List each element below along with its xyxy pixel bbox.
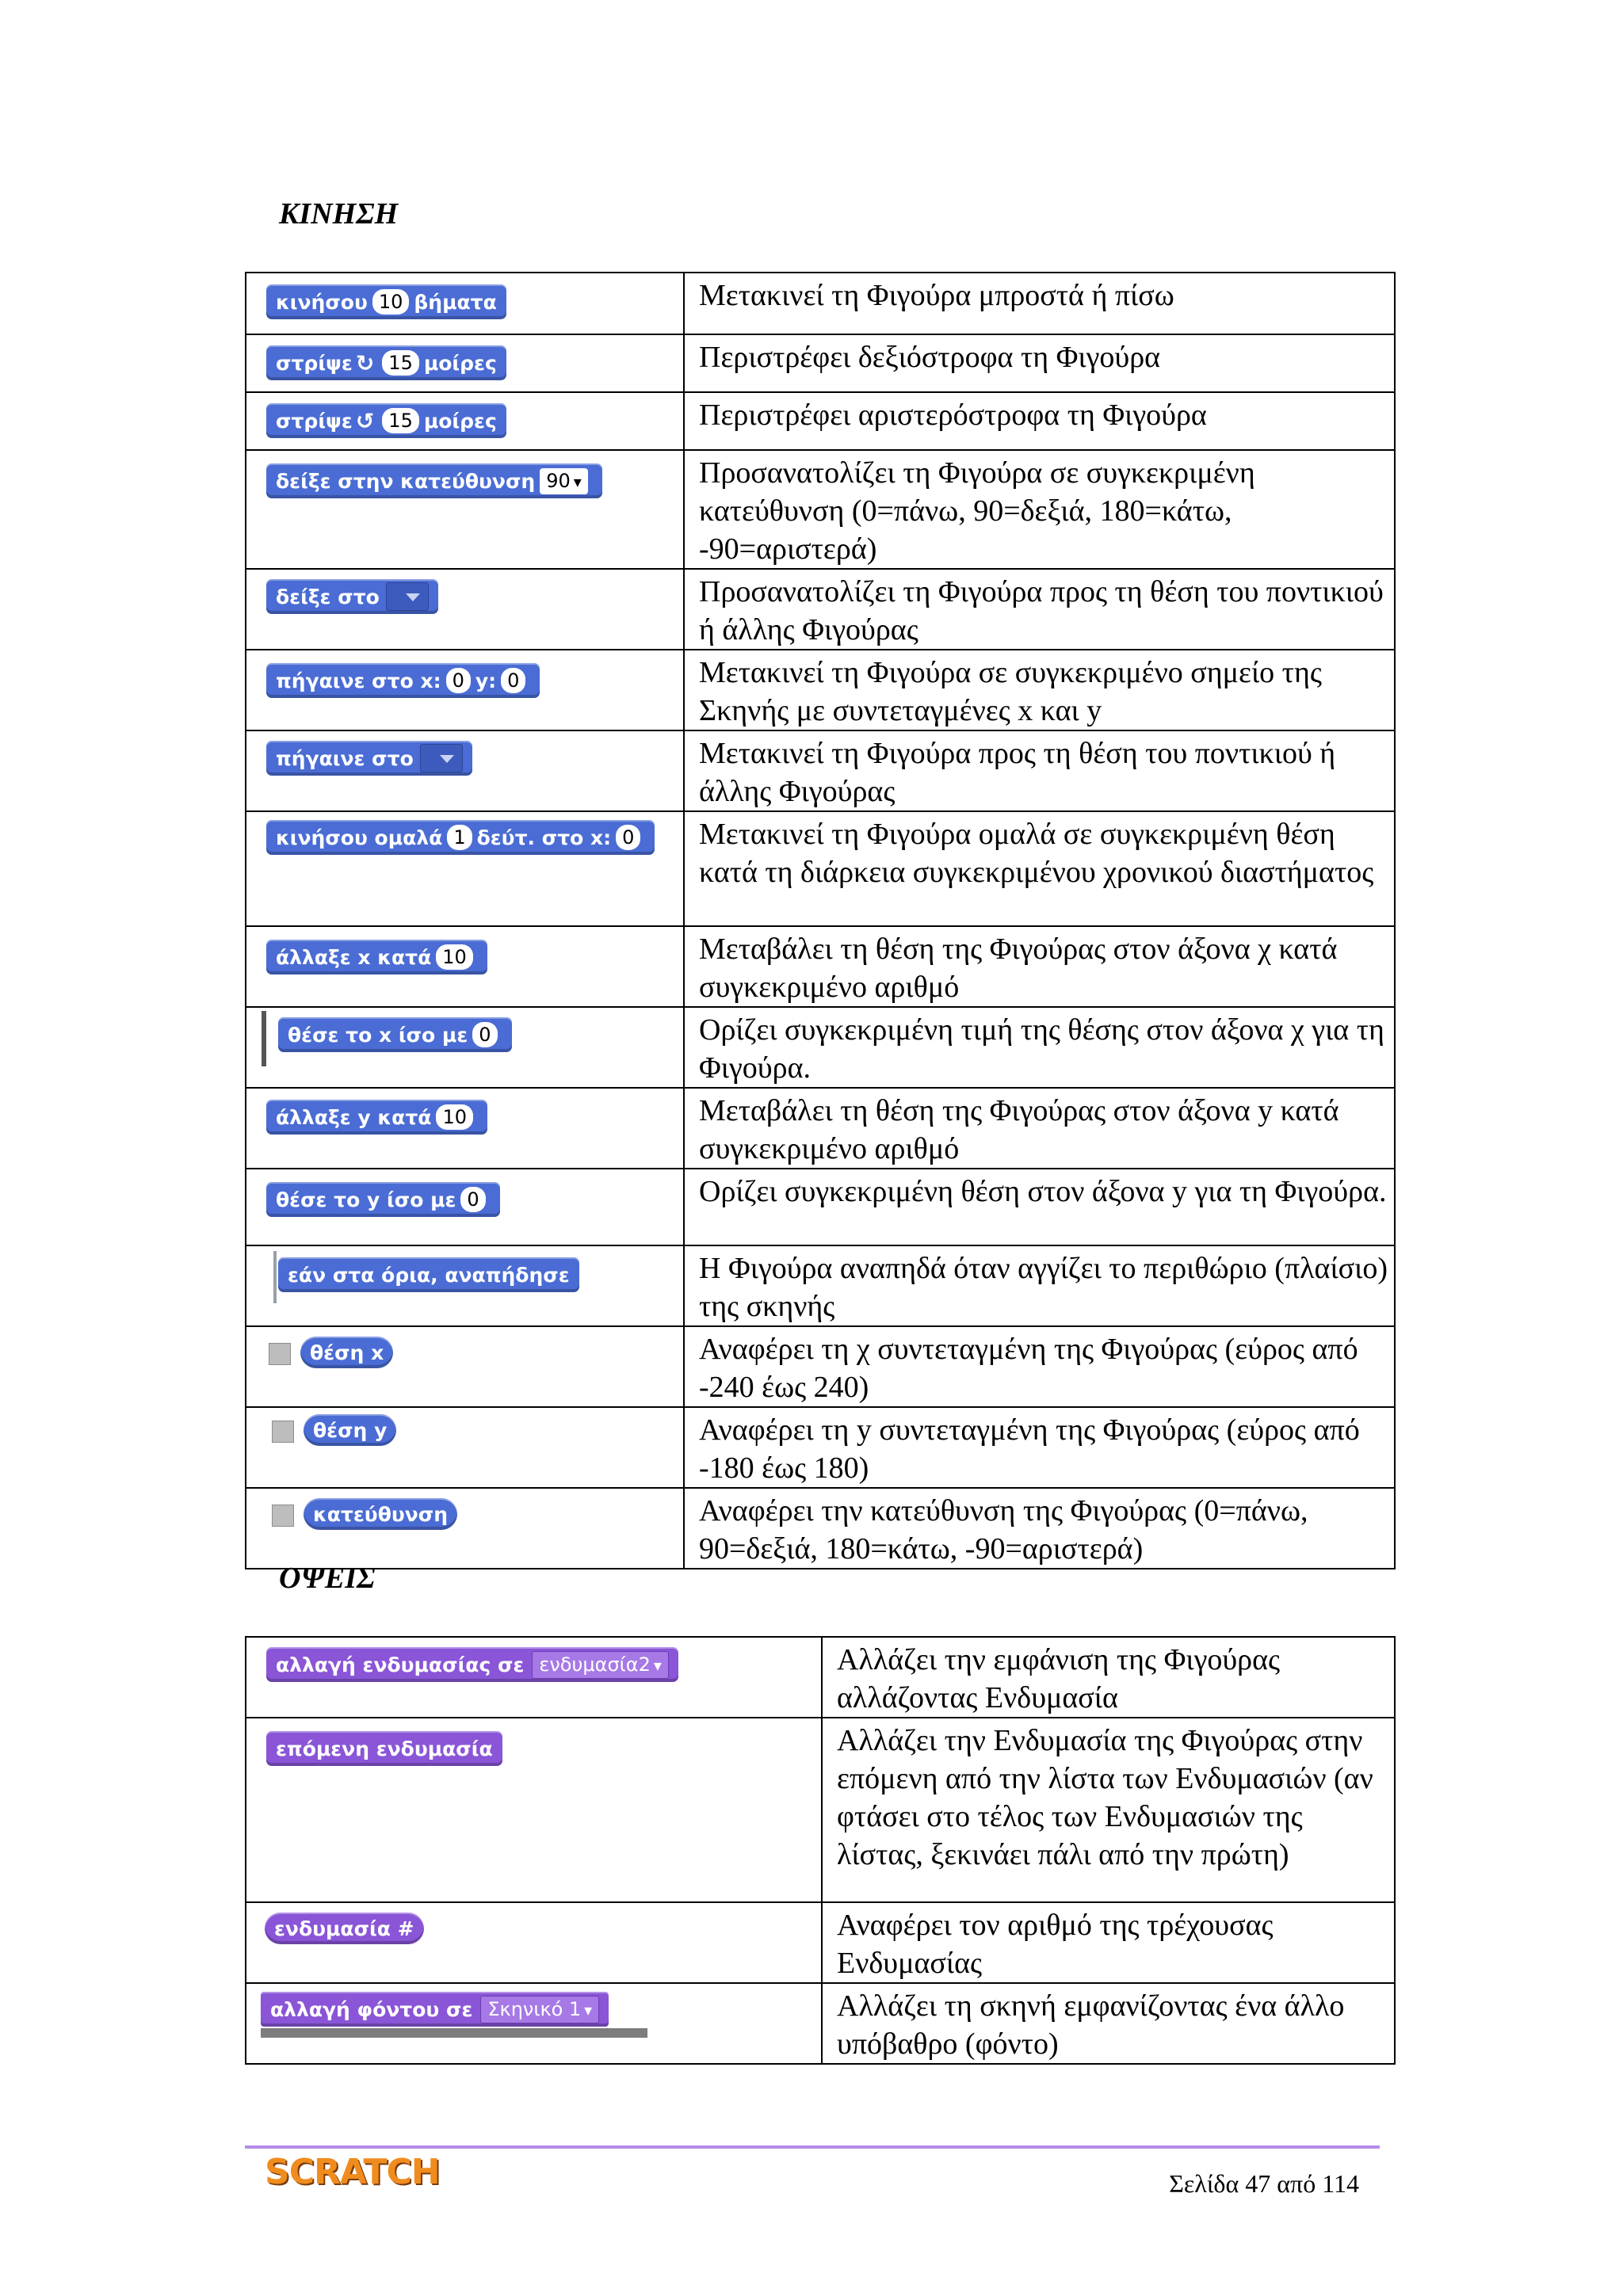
switch-backdrop-block[interactable]: αλλαγή φόντου σε Σκηνικό 1 ▾ — [261, 1992, 609, 2027]
turn-left-block[interactable]: στρίψε ↺ 15 μοίρες — [266, 403, 506, 438]
table-row — [246, 1488, 1395, 1569]
direction-checkbox[interactable] — [272, 1505, 294, 1527]
table-row — [246, 1407, 1395, 1488]
y-position-checkbox[interactable] — [272, 1421, 294, 1443]
block-description: Περιστρέφει αριστερόστροφα τη Φιγούρα — [684, 392, 1395, 450]
motion-table — [245, 272, 1396, 1569]
table-row — [246, 1902, 1395, 1983]
table-row — [246, 650, 1395, 730]
backdrop-dropdown[interactable]: Σκηνικό 1 ▾ — [480, 1996, 599, 2023]
go-to-block[interactable]: πήγαινε στο — [266, 741, 472, 776]
table-row — [246, 730, 1395, 811]
table-row — [246, 1088, 1395, 1169]
block-description: Μετακινεί τη Φιγούρα ομαλά σε συγκεκριμένη θέση κατά τη διάρκεια συγκεκριμένου χρονικού διαστήματος — [684, 811, 1395, 926]
motion-section-heading: ΚΙΝΗΣΗ — [279, 197, 399, 231]
table-row — [246, 926, 1395, 1007]
x-position-reporter[interactable]: θέση x — [300, 1337, 393, 1368]
target-dropdown[interactable] — [420, 744, 463, 772]
table-row — [246, 1007, 1395, 1088]
table-row — [246, 334, 1395, 392]
direction-reporter[interactable]: κατεύθυνση — [304, 1498, 457, 1530]
table-row — [246, 1245, 1395, 1326]
rotate-cw-icon: ↻ — [355, 349, 375, 376]
block-description: Μετακινεί τη Φιγούρα προς τη θέση του ποντικιού ή άλλης Φιγούρας — [684, 730, 1395, 811]
table-row — [246, 1718, 1395, 1902]
rotate-ccw-icon: ↺ — [355, 407, 375, 434]
script-edge — [262, 1011, 266, 1066]
block-description: Περιστρέφει δεξιόστροφα τη Φιγούρα — [684, 334, 1395, 392]
table-row — [246, 450, 1395, 569]
block-description: Μετακινεί τη Φιγούρα σε συγκεκριμένο σημείο της Σκηνής με συντεταγμένες x και y — [684, 650, 1395, 730]
block-description: Προσανατολίζει τη Φιγούρα σε συγκεκριμένη κατεύθυνση (0=πάνω, 90=δεξιά, 180=κάτω, -90=αριστερά) — [684, 450, 1395, 569]
set-y-block[interactable]: θέσε το y ίσο με 0 — [266, 1182, 500, 1217]
block-description: Αναφέρει τον αριθμό της τρέχουσας Ενδυμασίας — [822, 1902, 1395, 1983]
table-row — [246, 1169, 1395, 1245]
block-description: Μεταβάλει τη θέση της Φιγούρας στον άξονα χ κατά συγκεκριμένο αριθμό — [684, 926, 1395, 1007]
footer-divider — [245, 2145, 1380, 2149]
switch-costume-block[interactable]: αλλαγή ενδυμασίας σε ενδυμασία2 ▾ — [266, 1647, 678, 1682]
table-row — [246, 569, 1395, 650]
table-row — [246, 273, 1395, 334]
block-description: Μεταβάλει τη θέση της Φιγούρας στον άξονα y κατά συγκεκριμένο αριθμό — [684, 1088, 1395, 1169]
page-number: Σελίδα 47 από 114 — [1169, 2169, 1359, 2198]
go-to-xy-block[interactable]: πήγαινε στο x: 0 y: 0 — [266, 663, 540, 698]
glide-block[interactable]: κινήσου ομαλά 1 δεύτ. στο x: 0 — [266, 820, 655, 855]
looks-section-heading: ΟΨΕΙΣ — [279, 1562, 376, 1595]
turn-right-block[interactable]: στρίψε ↻ 15 μοίρες — [266, 345, 506, 380]
y-position-reporter[interactable]: θέση y — [304, 1414, 396, 1446]
table-row — [246, 1637, 1395, 1718]
dropdown-arrow-icon: ▾ — [584, 2000, 593, 2019]
block-description: Ορίζει συγκεκριμένη τιμή της θέσης στον άξονα χ για τη Φιγούρα. — [684, 1007, 1395, 1088]
block-description: Αναφέρει τη y συντεταγμένη της Φιγούρας (εύρος από -180 έως 180) — [684, 1407, 1395, 1488]
table-row — [246, 392, 1395, 450]
point-direction-block[interactable]: δείξε στην κατεύθυνση 90 ▾ — [266, 463, 602, 498]
table-row — [246, 811, 1395, 926]
block-description: Ορίζει συγκεκριμένη θέση στον άξονα y για τη Φιγούρα. — [684, 1169, 1395, 1245]
direction-dropdown[interactable]: 90 ▾ — [540, 468, 588, 494]
block-description: Αλλάζει την εμφάνιση της Φιγούρας αλλάζοντας Ενδυμασία — [822, 1637, 1395, 1718]
change-x-block[interactable]: άλλαξε x κατά 10 — [266, 940, 487, 974]
x-position-checkbox[interactable] — [269, 1343, 291, 1365]
bounce-block[interactable]: εάν στα όρια, αναπήδησε — [278, 1257, 579, 1292]
looks-table — [245, 1636, 1396, 2065]
block-description: Αλλάζει τη σκηνή εμφανίζοντας ένα άλλο υπόβαθρο (φόντο) — [822, 1983, 1395, 2064]
dropdown-arrow-icon: ▾ — [653, 1655, 662, 1675]
block-description: Αναφέρει την κατεύθυνση της Φιγούρας (0=πάνω, 90=δεξιά, 180=κάτω, -90=αριστερά) — [684, 1488, 1395, 1569]
block-shadow — [261, 2028, 647, 2038]
block-description: Προσανατολίζει τη Φιγούρα προς τη θέση του ποντικιού ή άλλης Φιγούρας — [684, 569, 1395, 650]
block-description: Αναφέρει τη χ συντεταγμένη της Φιγούρας (εύρος από -240 έως 240) — [684, 1326, 1395, 1407]
table-row — [246, 1983, 1395, 2064]
block-description: Μετακινεί τη Φιγούρα μπροστά ή πίσω — [684, 273, 1395, 334]
set-x-block[interactable]: θέσε το x ίσο με 0 — [278, 1017, 512, 1052]
table-row — [246, 1326, 1395, 1407]
change-y-block[interactable]: άλλαξε y κατά 10 — [266, 1100, 487, 1135]
scratch-logo: SCRATCH — [265, 2152, 440, 2192]
target-dropdown[interactable] — [386, 582, 429, 611]
costume-number-reporter[interactable]: ενδυμασία # — [265, 1913, 424, 1944]
block-description: Αλλάζει την Ενδυμασία της Φιγούρας στην επόμενη από την λίστα των Ενδυμασιών (αν φτάσει στο τέλος των Ενδυμασιών της λίστας, ξεκινάει πάλι από την πρώτη) — [822, 1718, 1395, 1902]
block-description: Η Φιγούρα αναπηδά όταν αγγίζει το περιθώριο (πλαίσιο) της σκηνής — [684, 1245, 1395, 1326]
dropdown-arrow-icon: ▾ — [573, 471, 582, 491]
point-towards-block[interactable]: δείξε στο — [266, 579, 438, 614]
costume-dropdown[interactable]: ενδυμασία2 ▾ — [532, 1651, 669, 1679]
move-steps-block[interactable]: κινήσου 10 βήματα — [266, 284, 506, 319]
script-edge — [273, 1251, 277, 1303]
next-costume-block[interactable]: επόμενη ενδυμασία — [266, 1731, 502, 1766]
